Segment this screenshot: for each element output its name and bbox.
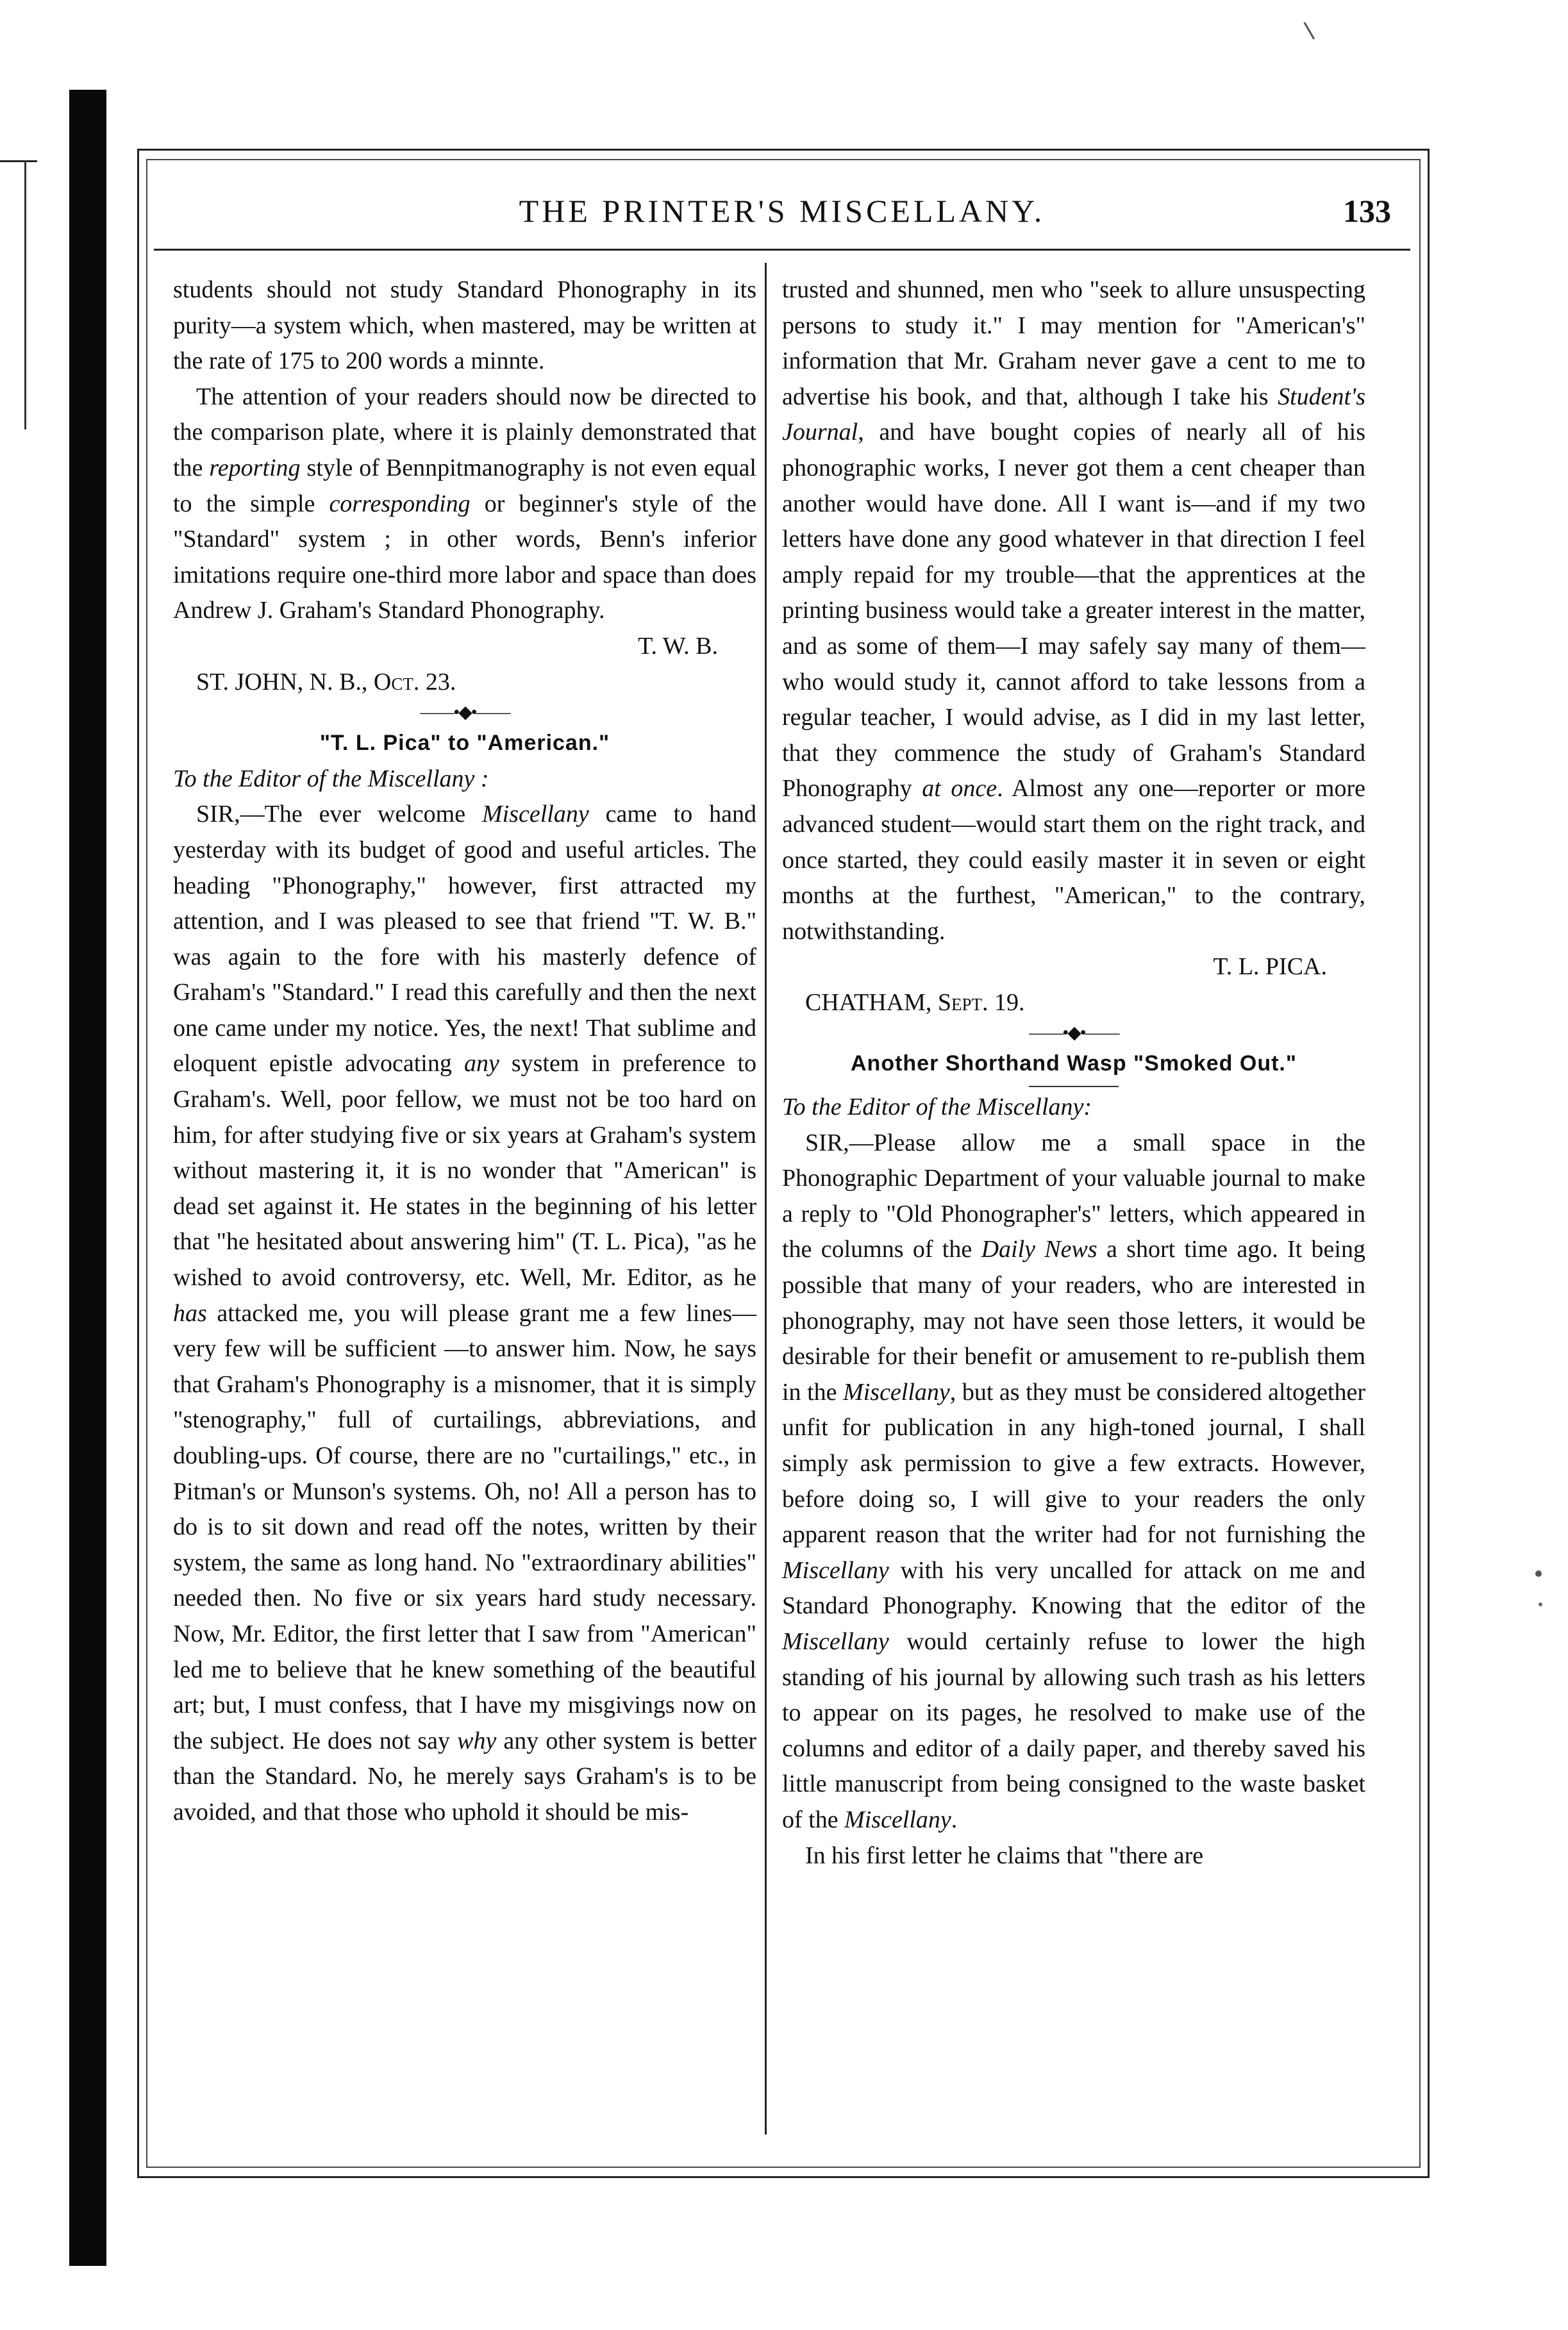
- text-run: came to hand yesterday with its budget of good and useful articles. The heading "Phonography," however, first attracted my attention, and I was pleased to see that friend "T. W. B." was again to the fore with his masterly defence of Graham's "Standard." I read this carefully and then the next one came under my notice. Yes, the next! That sublime and eloquent epistle advocating: [173, 801, 756, 1078]
- paragraph: [782, 1126, 1365, 1838]
- scan-edge-line: [24, 160, 26, 429]
- text-run: with his very uncalled for attack on me and Standard Phonography. Knowing that the editor of the: [782, 1556, 1365, 1620]
- italic-text: Miscellany: [782, 1627, 889, 1655]
- text-run: .: [951, 1806, 958, 1833]
- section-ornament: ——•◆•——: [1029, 1023, 1119, 1044]
- paragraph: students should not study Standard Phonography in its purity—a system which, when mastered, may be written at the rate of 175 to 200 words a minnte.: [173, 276, 756, 375]
- italic-text: any: [463, 1050, 499, 1078]
- text-run: system in preference to Graham's. Well, poor fellow, we must not be too hard on him, for after studying five or six years at Graham's system without mastering it, it is no wonder that "American" is dead set against it. He states in the beginning of his letter that "he hesitated about answering him" (T. L. Pica), "as he wished to avoid controversy, etc. Well, Mr. Editor, as he: [173, 1050, 757, 1292]
- text-run: any other system is better than the Standard. No, he merely says Graham's is to be avoided, and that those who uphold it should be mis-: [173, 1727, 756, 1826]
- italic-text: Daily News: [981, 1236, 1097, 1263]
- text-run: a short time ago. It being possible that many of your readers, who are interested in phonography, may not have seen those letters, it would be desirable for their benefit or amusement to re-publish them in the: [782, 1236, 1365, 1406]
- text-run: trusted and shunned, men who "seek to allure unsuspecting persons to study it." I may mention for "American's" information that Mr. Graham never gave a cent to me to advertise his book, and that, although I take his: [782, 276, 1365, 410]
- italic-text: why: [457, 1727, 497, 1754]
- page-number: 133: [1343, 193, 1391, 229]
- running-title: THE PRINTER'S MISCELLANY.: [519, 193, 1046, 229]
- text-run: SIR,—Please allow me a small space in the Phonographic Department of your valuable journal to make a reply to "Old Phonographer's" letters, which appeared in the columns of the: [782, 1129, 1365, 1263]
- signature: T. L. PICA.: [1213, 953, 1327, 981]
- signature: T. W. B.: [638, 632, 718, 660]
- place-date: CHATHAM, Sept. 19.: [805, 988, 1025, 1016]
- italic-text: has: [173, 1299, 207, 1327]
- italic-text: reporting: [209, 454, 301, 481]
- scan-speck: [1539, 1602, 1542, 1606]
- italic-text: Miscellany: [782, 1556, 889, 1584]
- text-run: or beginner's style of the "Standard" system ; in other words, Benn's inferior imitations require one-third more labor and space than does Andrew J. Graham's Standard Phonography.: [173, 490, 756, 624]
- text-run: attacked me, you will please grant me a few lines—very few will be sufficient —to answer him. Now, he says that Graham's Phonography is a misnomer, that it is simply "stenography," full of curtailings, abbreviations, and doubling-ups. Of course, there are no "curtailings," etc., in Pitman's or Munson's systems. Oh, no! All a person has to do is to sit down and read off the notes, written by their system, the same as long hand. No "extraordinary abilities" needed then. No five or six years hard study necessary. Now, Mr. Editor, the first letter that I saw from "American" led me to believe that he knew something of the beautiful art; but, I must confess, that I have my misgivings now on the subject. He does not say: [173, 1299, 756, 1754]
- paragraph: [782, 272, 1365, 949]
- running-header: [154, 192, 1410, 250]
- text-run: style of Bennpitmanography is not even equal to the simple: [173, 454, 756, 517]
- binding-shadow: [69, 90, 106, 2266]
- signature-line: [782, 949, 1365, 985]
- text-run: SIR,—The ever welcome: [196, 801, 482, 828]
- italic-text: Miscellany: [844, 1806, 951, 1833]
- column-divider: [765, 263, 767, 2134]
- right-column: [782, 272, 1365, 1874]
- signature-line: [173, 629, 756, 665]
- text-run: , and have bought copies of nearly all of his phonographic works, I never got them a cent cheaper than another would have done. All I want is—and if my two letters have done any good whatever in that direction I feel amply repaid for my trouble—that the apprentices at the printing business would take a greater interest in the matter, and as some of them—I may safely say many of them—who would study it, cannot afford to take lessons from a regular teacher, I would advise, as I did in my last letter, that they commence the study of Graham's Standard Phonography: [782, 419, 1365, 803]
- text-run: . Almost any one—reporter or more advanced student—would start them on the right track, and once started, they could easily master it in seven or eight months at the furthest, "American," to the contrary, notwithstanding.: [782, 775, 1366, 945]
- paragraph: [173, 797, 756, 1830]
- text-run: , but as they must be considered altogether unfit for publication in any high-toned journal, I shall simply ask permission to give a few extracts. However, before doing so, I will give to your readers the only apparent reason that the writer had for not furnishing the: [782, 1378, 1365, 1549]
- left-column: [173, 272, 756, 1831]
- article-heading: Another Shorthand Wasp "Smoked Out.": [782, 1046, 1365, 1090]
- article-heading: "T. L. Pica" to "American.": [319, 731, 610, 756]
- scan-edge-line: [0, 160, 37, 162]
- salutation: To the Editor of the Miscellany :: [173, 765, 489, 792]
- italic-text: at once: [922, 775, 997, 803]
- italic-text: Student's Journal: [782, 383, 1365, 446]
- italic-text: Miscellany: [843, 1378, 950, 1406]
- text-run: The attention of your readers should now be directed to the comparison plate, where it is plainly demonstrated that the: [173, 383, 756, 481]
- place-date: ST. JOHN, N. B., Oct. 23.: [196, 668, 456, 695]
- section-ornament: ——•◆•——: [420, 703, 510, 723]
- header-rule: [154, 249, 1410, 251]
- text-run: would certainly refuse to lower the high standing of his journal by allowing such trash as his letters to appear on its pages, he resolved to make use of the columns and editor of a daily paper, and thereby saved his little manuscript from being consigned to the waste basket of the: [782, 1627, 1365, 1833]
- scan-mark: [1304, 18, 1322, 39]
- paragraph: [173, 379, 756, 629]
- salutation: To the Editor of the Miscellany:: [782, 1094, 1092, 1121]
- italic-text: Miscellany: [481, 801, 589, 828]
- italic-text: corresponding: [329, 490, 471, 517]
- scan-speck: [1535, 1570, 1542, 1577]
- paragraph: In his first letter he claims that "there are: [805, 1842, 1204, 1869]
